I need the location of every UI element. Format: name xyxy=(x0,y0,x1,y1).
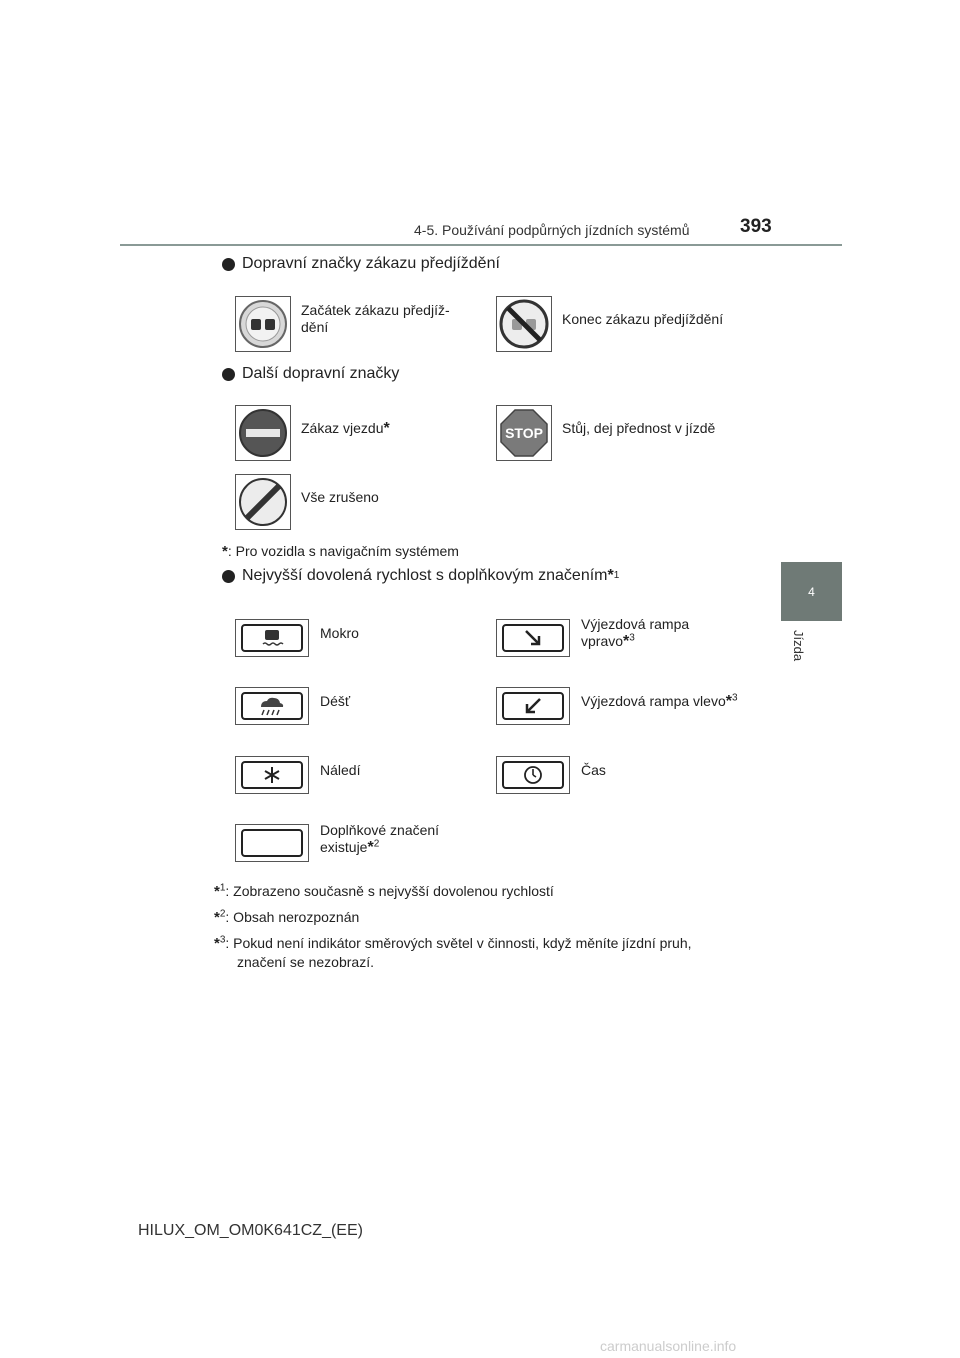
svg-text:STOP: STOP xyxy=(505,425,543,441)
sign-label: Mokro xyxy=(320,625,359,641)
rain-icon xyxy=(235,687,309,725)
watermark: carmanualsonline.info xyxy=(600,1338,737,1354)
header-divider xyxy=(120,244,842,246)
snowflake-icon xyxy=(235,756,309,794)
sign-label: Stůj, dej přednost v jízdě xyxy=(562,420,716,436)
page-number: 393 xyxy=(740,216,772,237)
sign-label: Konec zákazu předjíždění xyxy=(562,311,724,327)
sign-label: Doplňkové značení existuje*$^2$ xyxy=(320,822,440,856)
section-title: 4-5. Používání podpůrných jízdních systémů xyxy=(414,222,690,238)
footnote: *$^1$: Zobrazeno současně s nejvyšší dovolenou rychlostí xyxy=(214,882,554,900)
sign-label: Výjezdová rampa vlevo*$^3$ xyxy=(581,692,738,710)
sign-label: Déšť xyxy=(320,693,351,709)
section1-heading: Dopravní značky zákazu předjíždění xyxy=(222,255,500,273)
clock-icon xyxy=(496,756,570,794)
no-entry-sign-icon xyxy=(235,405,291,461)
chapter-label: Jízda xyxy=(791,630,806,662)
bullet-icon xyxy=(222,570,235,583)
section3-heading: Nejvyšší dovolená rychlost s doplňkovým značením * 1 xyxy=(222,567,619,585)
sign-label: Zákaz vjezdu* xyxy=(301,420,390,437)
arrow-down-right-icon xyxy=(496,619,570,657)
stop-sign-icon xyxy=(496,405,552,461)
end-all-restrictions-sign-icon xyxy=(235,474,291,530)
bullet-icon xyxy=(222,368,235,381)
wet-road-icon xyxy=(235,619,309,657)
no-overtaking-sign-icon xyxy=(235,296,291,352)
arrow-down-left-icon xyxy=(496,687,570,725)
blank-plate-icon xyxy=(235,824,309,862)
footnote: *$^3$: Pokud není indikátor směrových světel v činnosti, když měníte jízdní pruh, značení se nezobrazí. xyxy=(214,934,692,970)
sign-label: Výjezdová rampa vpravo*$^3$ xyxy=(581,616,690,650)
sign-label: Začátek zákazu předjíž- dění xyxy=(301,302,450,335)
chapter-tab: 4 xyxy=(781,562,842,621)
footnote: *$^2$: Obsah nerozpoznán xyxy=(214,908,360,926)
sign-label: Náledí xyxy=(320,762,361,778)
footnote: *: Pro vozidla s navigačním systémem xyxy=(222,543,459,560)
bullet-icon xyxy=(222,258,235,271)
end-no-overtaking-sign-icon xyxy=(496,296,552,352)
document-code: HILUX_OM_OM0K641CZ_(EE) xyxy=(138,1222,363,1239)
section2-heading: Další dopravní značky xyxy=(222,365,399,383)
sign-label: Čas xyxy=(581,762,606,778)
sign-label: Vše zrušeno xyxy=(301,489,379,505)
